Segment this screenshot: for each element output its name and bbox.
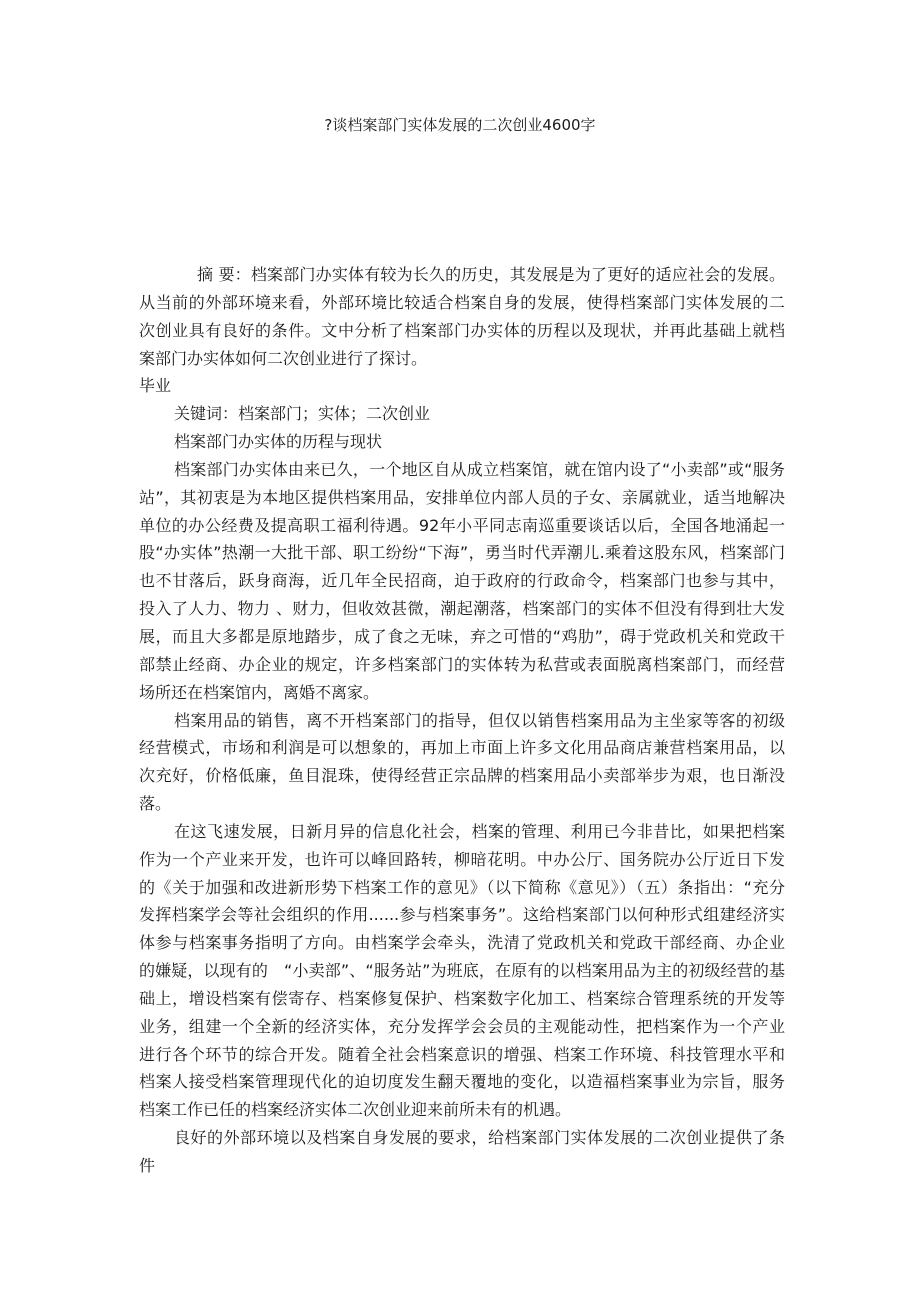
- text-line: 档案工作已任的档案经济实体二次创业迎来前所未有的机遇。: [139, 1100, 572, 1120]
- text-line: 的《关于加强和改进新形势下档案工作的意见》（以下简称《意见》）（五）条指出：“充分: [139, 877, 785, 897]
- text-line: 从当前的外部环境来看，外部环境比较适合档案自身的发展，使得档案部门实体发展的二: [139, 292, 785, 312]
- text-line: 站”，其初衷是为本地区提供档案用品，安排单位内部人员的子女、亲属就业，适当地解决: [139, 487, 785, 507]
- text-line: 也不甘落后，跃身商海，近几年全民招商，迫于政府的行政命令，档案部门也参与其中，: [139, 571, 785, 591]
- text-line: 作为一个产业来开发，也许可以峰回路转，柳暗花明。中办公厅、国务院办公厅近日下发: [139, 849, 785, 869]
- paragraph: [139, 1124, 785, 1180]
- text-line: 的嫌疑，以现有的 “小卖部”、“服务站”为班底，在原有的以档案用品为主的初级经营的基: [139, 961, 785, 981]
- text-line: 业务，组建一个全新的经济实体，充分发挥学会会员的主观能动性，把档案作为一个产业: [139, 1016, 785, 1036]
- text-line: 落。: [139, 794, 172, 814]
- text-line: 次创业具有良好的条件。文中分析了档案部门办实体的历程以及现状，并再此基础上就档: [139, 320, 785, 340]
- document-title: ?谈档案部门实体发展的二次创业4600字: [324, 116, 596, 134]
- text-line: 件: [139, 1156, 156, 1175]
- section-heading: 档案部门办实体的历程与现状: [174, 432, 383, 452]
- text-line: 良好的外部环境以及档案自身发展的要求，给档案部门实体发展的二次创业提供了条: [174, 1128, 785, 1148]
- text-line: 股“办实体”热潮一大批干部、职工纷纷“下海”，勇当时代弄潮儿.乘着这股东风，档案部门: [139, 543, 785, 563]
- text-line: 础上，增设档案有偿寄存、档案修复保护、档案数字化加工、档案综合管理系统的开发等: [139, 988, 785, 1008]
- biye-label: 毕业: [139, 376, 172, 396]
- text-line: 场所还在档案馆内，离婚不离家。: [139, 682, 380, 702]
- document-body: [139, 261, 785, 1180]
- text-line: 经营模式，市场和利润是可以想象的，再加上市面上许多文化用品商店兼营档案用品，以: [139, 738, 785, 758]
- paragraph: [139, 456, 785, 707]
- text-line: 档案用品的销售，离不开档案部门的指导，但仅以销售档案用品为主坐家等客的初级: [174, 710, 785, 730]
- text-line: 发挥档案学会等社会组织的作用......参与档案事务”。这给档案部门以何种形式组建经济实: [139, 905, 785, 925]
- text-line: 部禁止经商、办企业的规定，许多档案部门的实体转为私营或表面脱离档案部门，而经营: [139, 654, 785, 674]
- text-line: 次充好，价格低廉，鱼目混珠，使得经营正宗品牌的档案用品小卖部举步为艰，也日渐没: [139, 766, 785, 786]
- keywords: 关键词：档案部门；实体；二次创业: [174, 404, 431, 424]
- text-line: 投入了人力、物力 、财力，但收效甚微，潮起潮落，档案部门的实体不但没有得到壮大发: [139, 599, 785, 619]
- text-line: 进行各个环节的综合开发。随着全社会档案意识的增强、档案工作环境、科技管理水平和: [139, 1044, 785, 1064]
- text-line: 摘 要：档案部门办实体有较为长久的历史，其发展是为了更好的适应社会的发展。: [197, 265, 785, 284]
- abstract-paragraph: [139, 261, 785, 372]
- text-line: 档案人接受档案管理现代化的迫切度发生翻天覆地的变化，以造福档案事业为宗旨，服务: [139, 1072, 785, 1092]
- text-line: 在这飞速发展，日新月异的信息化社会，档案的管理、利用已今非昔比，如果把档案: [174, 821, 785, 841]
- paragraph: [139, 818, 785, 1124]
- text-line: 展，而且大多都是原地踏步，成了食之无味，弃之可惜的“鸡肋”，碍于党政机关和党政干: [139, 626, 785, 646]
- paragraph: [139, 707, 785, 818]
- text-line: 档案部门办实体由来已久，一个地区自从成立档案馆，就在馆内设了“小卖部”或“服务: [174, 459, 785, 479]
- text-line: 单位的办公经费及提高职工福利待遇。92年小平同志南巡重要谈话以后，全国各地涌起一: [139, 515, 785, 535]
- text-line: 案部门办实体如何二次创业进行了探讨。: [139, 348, 428, 368]
- text-line: 体参与档案事务指明了方向。由档案学会牵头，洗清了党政机关和党政干部经商、办企业: [139, 933, 785, 953]
